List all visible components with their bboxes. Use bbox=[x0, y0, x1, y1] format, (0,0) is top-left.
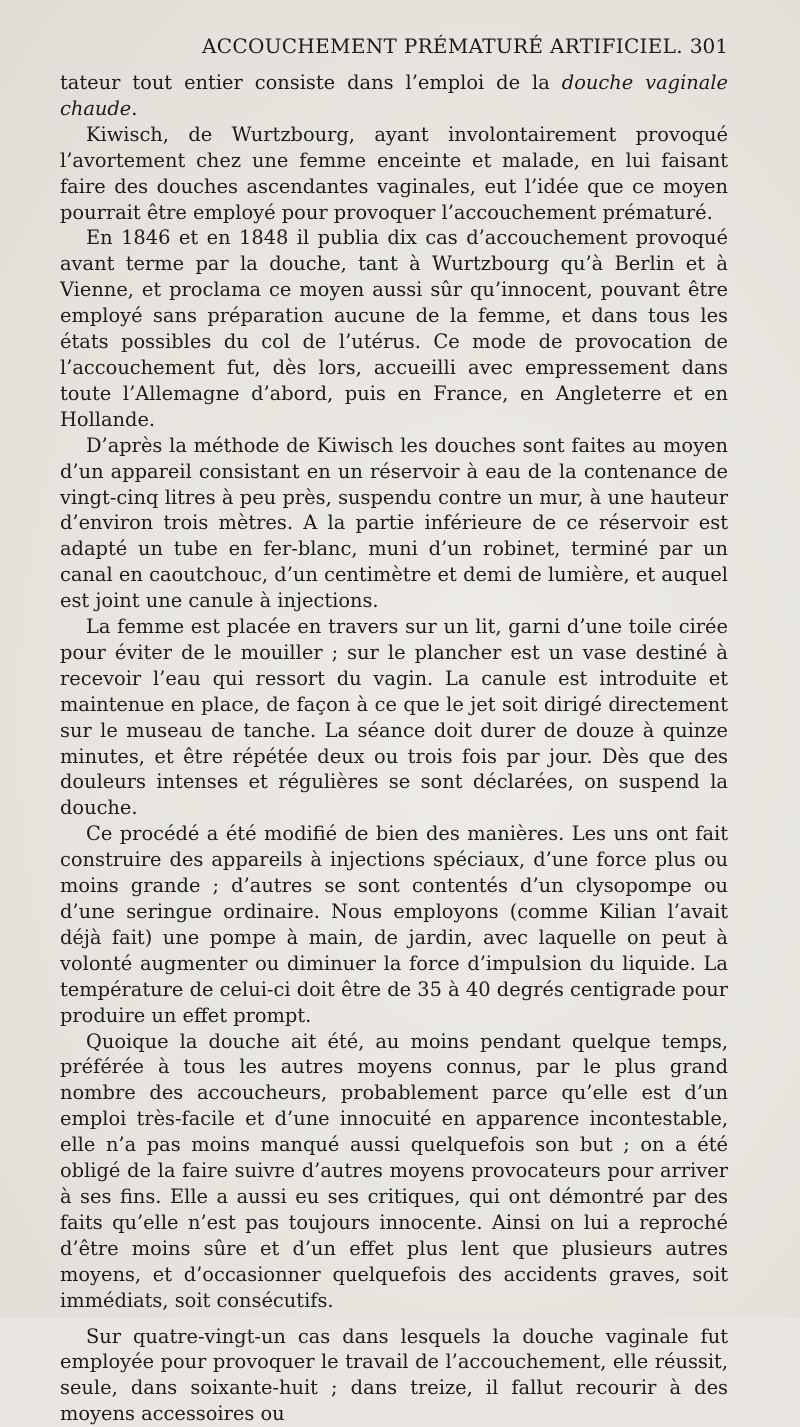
paragraph-tail: . bbox=[131, 97, 137, 120]
body-text bbox=[60, 70, 728, 1427]
paragraph-lead: tateur tout entier consiste dans l’emploi de la bbox=[60, 71, 562, 94]
paragraph-continuation bbox=[60, 70, 728, 122]
paragraph: Kiwisch, de Wurtzbourg, ayant involontairement provoqué l’avortement chez une femme enceinte et malade, en lui faisant faire des douches ascendantes vaginales, eut l’idée que ce moyen pourrait être employé pour provoquer l’accouchement prématuré. bbox=[60, 122, 728, 226]
running-title: ACCOUCHEMENT PRÉMATURÉ ARTIFICIEL. bbox=[202, 34, 683, 58]
paragraph: Sur quatre-vingt-un cas dans lesquels la douche vaginale fut employée pour provoquer le travail de l’accouchement, elle réussit, seule, dans soixante-huit ; dans treize, il fallut recourir à des moyens accessoires ou bbox=[60, 1324, 728, 1427]
page-number: 301 bbox=[690, 34, 728, 58]
paragraph: En 1846 et en 1848 il publia dix cas d’accouchement provoqué avant terme par la douche, tant à Wurtzbourg qu’à Berlin et à Vienne, et proclama ce moyen aussi sûr qu’innocent, pouvant être employé sans préparation aucune de la femme, et dans tous les états possibles du col de l’utérus. Ce mode de provocation de l’accouchement fut, dès lors, accueilli avec empressement dans toute l’Allemagne d’abord, puis en France, en Angleterre et en Hollande. bbox=[60, 225, 728, 432]
paragraph: Quoique la douche ait été, au moins pendant quelque temps, préférée à tous les autres moyens connus, par le plus grand nombre des accoucheurs, probablement parce qu’elle est d’un emploi très-facile et d’une innocuité en apparence incontestable, elle n’a pas moins manqué aussi quelquefois son but ; on a été obligé de la faire suivre d’autres moyens provocateurs pour arriver à ses fins. Elle a aussi eu ses critiques, qui ont démontré par des faits qu’elle n’est pas toujours innocente. Ainsi on lui a reproché d’être moins sûre et d’un effet plus lent que plusieurs autres moyens, et d’occasionner quelquefois des accidents graves, soit immédiats, soit consécutifs. bbox=[60, 1029, 728, 1314]
paragraph: D’après la méthode de Kiwisch les douches sont faites au moyen d’un appareil consistant en un réservoir à eau de la contenance de vingt-cinq litres à peu près, suspendu contre un mur, à une hauteur d’environ trois mètres. A la partie inférieure de ce réservoir est adapté un tube en fer-blanc, muni d’un robinet, terminé par un canal en caoutchouc, d’un centimètre et demi de lumière, et auquel est joint une canule à injections. bbox=[60, 433, 728, 614]
page-header bbox=[60, 34, 728, 64]
emphasized-term: douche vaginale chaude bbox=[60, 71, 728, 120]
paragraph: Ce procédé a été modifié de bien des manières. Les uns ont fait construire des appareils à injections spéciaux, d’une force plus ou moins grande ; d’autres se sont contentés d’un clysopompe ou d’une seringue ordinaire. Nous employons (comme Kilian l’avait déjà fait) une pompe à main, de jardin, avec laquelle on peut à volonté augmenter ou diminuer la force d’impulsion du liquide. La température de celui-ci doit être de 35 à 40 degrés centigrade pour produire un effet prompt. bbox=[60, 821, 728, 1028]
paragraph: La femme est placée en travers sur un lit, garni d’une toile cirée pour éviter de le mouiller ; sur le plancher est un vase destiné à recevoir l’eau qui ressort du vagin. La canule est introduite et maintenue en place, de façon à ce que le jet soit dirigé directement sur le museau de tanche. La séance doit durer de douze à quinze minutes, et être répétée deux ou trois fois par jour. Dès que des douleurs intenses et régulières se sont déclarées, on suspend la douche. bbox=[60, 614, 728, 821]
